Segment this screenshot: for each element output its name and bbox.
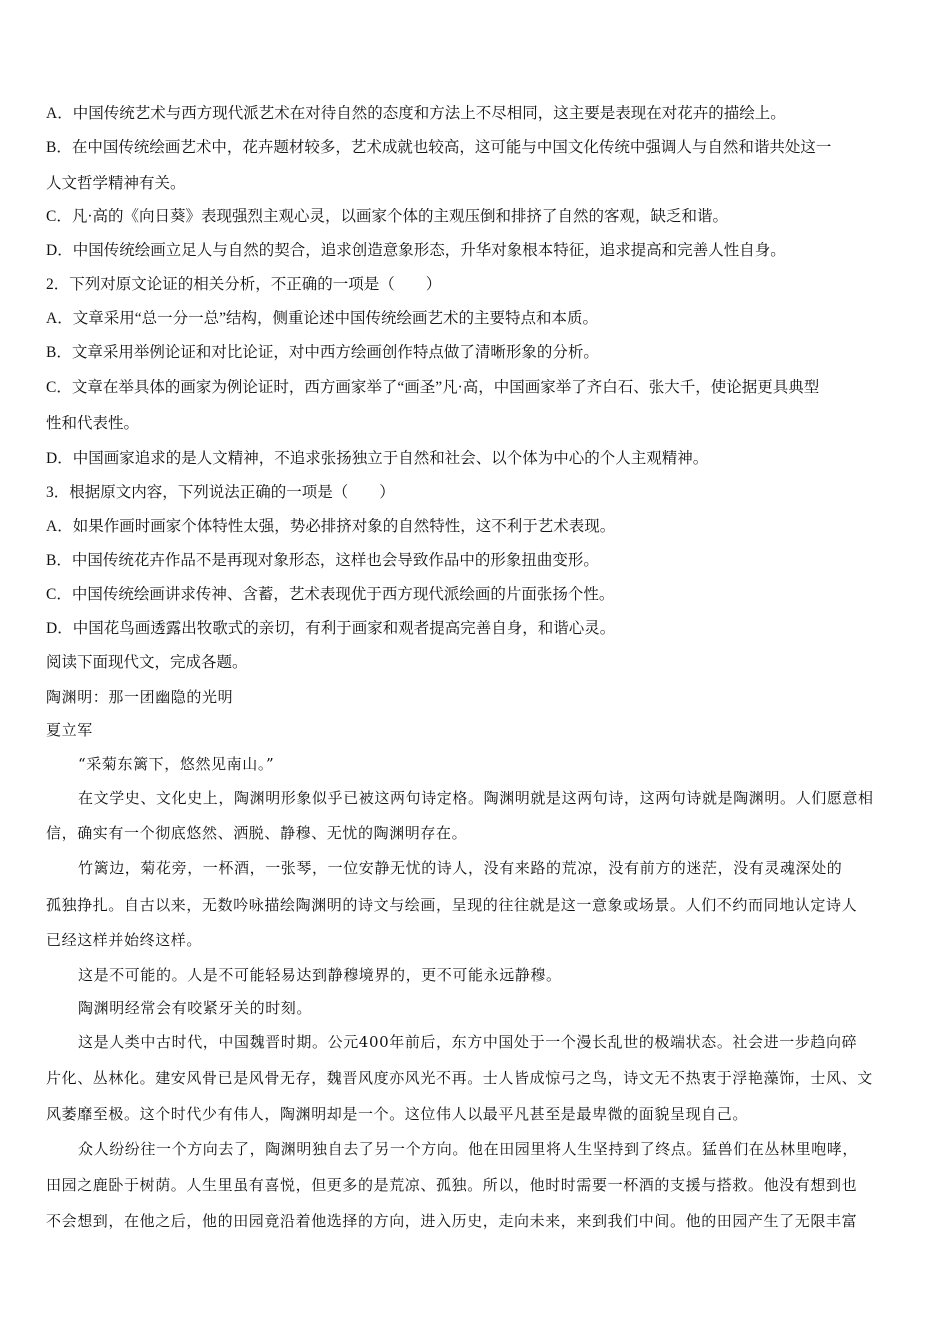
q3-option-c: C．中国传统绘画讲求传神、含蓄，艺术表现优于西方现代派绘画的片面张扬个性。 bbox=[46, 586, 615, 603]
q3-option-a: A．如果作画时画家个体特性太强，势必排挤对象的自然特性，这不利于艺术表现。 bbox=[46, 518, 616, 535]
paragraph-3-line-1: 这是不可能的。人是不可能轻易达到静穆境界的，更不可能永远静穆。 bbox=[78, 966, 562, 984]
question-3-stem: 3．根据原文内容，下列说法正确的一项是（ ） bbox=[46, 484, 395, 501]
q2-option-c-line-1: C．文章在举具体的画家为例论证时，西方画家举了“画圣”凡·高，中国画家举了齐白石、张大千，使论据更具典型 bbox=[46, 379, 820, 396]
paragraph-5-line-3: 风萎靡至极。这个时代少有伟人，陶渊明却是一个。这位伟人以最平凡甚至是最卑微的面貌呈现自己。 bbox=[46, 1105, 749, 1123]
q1-option-b-line-2: 人文哲学精神有关。 bbox=[46, 175, 186, 192]
paragraph-2-line-2: 孤独挣扎。自古以来，无数吟咏描绘陶渊明的诗文与绘画，呈现的往往就是这一意象或场景。人们不约而同地认定诗人 bbox=[46, 896, 858, 914]
question-2-stem: 2．下列对原文论证的相关分析，不正确的一项是（ ） bbox=[46, 276, 442, 293]
q1-option-d-line-1: D．中国传统绘画立足人与自然的契合，追求创造意象形态，升华对象根本特征，追求提高和完善人性自身。 bbox=[46, 242, 786, 259]
q2-option-d: D．中国画家追求的是人文精神，不追求张扬独立于自然和社会、以个体为中心的个人主观精神。 bbox=[46, 450, 709, 467]
paragraph-6-line-1: 众人纷纷往一个方向去了，陶渊明独自去了另一个方向。他在田园里将人生坚持到了终点。猛兽们在丛林里咆哮， bbox=[78, 1140, 859, 1158]
paragraph-6-line-2: 田园之鹿卧于树荫。人生里虽有喜悦，但更多的是荒凉、孤独。所以，他时时需要一杯酒的支援与搭救。他没有想到也 bbox=[46, 1176, 858, 1194]
q1-option-a-line-1: A．中国传统艺术与西方现代派艺术在对待自然的态度和方法上不尽相同，这主要是表现在对花卉的描绘上。 bbox=[46, 105, 786, 122]
q1-option-b-line-1: B．在中国传统绘画艺术中，花卉题材较多，艺术成就也较高，这可能与中国文化传统中强调人与自然和谐共处这一 bbox=[46, 139, 832, 156]
paragraph-5-line-1: 这是人类中古时代，中国魏晋时期。公元400年前后，东方中国处于一个漫长乱世的极端状态。社会进一步趋向碎 bbox=[78, 1033, 858, 1051]
q2-option-c-line-2: 性和代表性。 bbox=[46, 415, 140, 432]
paragraph-2-line-3: 已经这样并始终这样。 bbox=[46, 931, 203, 949]
q3-option-b: B．中国传统花卉作品不是再现对象形态，这样也会导致作品中的形象扭曲变形。 bbox=[46, 552, 599, 569]
paragraph-4-line-1: 陶渊明经常会有咬紧牙关的时刻。 bbox=[78, 999, 313, 1017]
paragraph-1-line-1: 在文学史、文化史上，陶渊明形象似乎已被这两句诗定格。陶渊明就是这两句诗，这两句诗就是陶渊明。人们愿意相 bbox=[78, 789, 874, 807]
paragraph-5-line-2: 片化、丛林化。建安风骨已是风骨无存，魏晋风度亦风光不再。士人皆成惊弓之鸟，诗文无不热衷于浮艳藻饰，士风、文 bbox=[46, 1069, 873, 1087]
article-quote: “采菊东篱下，悠然见南山。” bbox=[78, 755, 275, 773]
paragraph-1-line-2: 信，确实有一个彻底悠然、洒脱、静穆、无忧的陶渊明存在。 bbox=[46, 824, 468, 842]
q2-option-a: A．文章采用“总一分一总”结构，侧重论述中国传统绘画艺术的主要特点和本质。 bbox=[46, 310, 598, 327]
q2-option-b: B．文章采用举例论证和对比论证，对中西方绘画创作特点做了清晰形象的分析。 bbox=[46, 344, 599, 361]
paragraph-2-line-1: 竹篱边，菊花旁，一杯酒，一张琴，一位安静无忧的诗人，没有来路的荒凉，没有前方的迷茫，没有灵魂深处的 bbox=[78, 859, 843, 877]
article-title: 陶渊明：那一团幽隐的光明 bbox=[46, 688, 234, 706]
q3-option-d: D．中国花鸟画透露出牧歌式的亲切，有利于画家和观者提高完善自身，和谐心灵。 bbox=[46, 620, 616, 637]
paragraph-6-line-3: 不会想到，在他之后，他的田园竟沿着他选择的方向，进入历史，走向未来，来到我们中间。他的田园产生了无限丰富 bbox=[46, 1212, 858, 1230]
q1-option-c-line-1: C．凡·高的《向日葵》表现强烈主观心灵，以画家个体的主观压倒和排挤了自然的客观，缺乏和谐。 bbox=[46, 208, 729, 225]
reading-instruction: 阅读下面现代文，完成各题。 bbox=[46, 654, 248, 671]
article-author: 夏立军 bbox=[46, 721, 93, 739]
